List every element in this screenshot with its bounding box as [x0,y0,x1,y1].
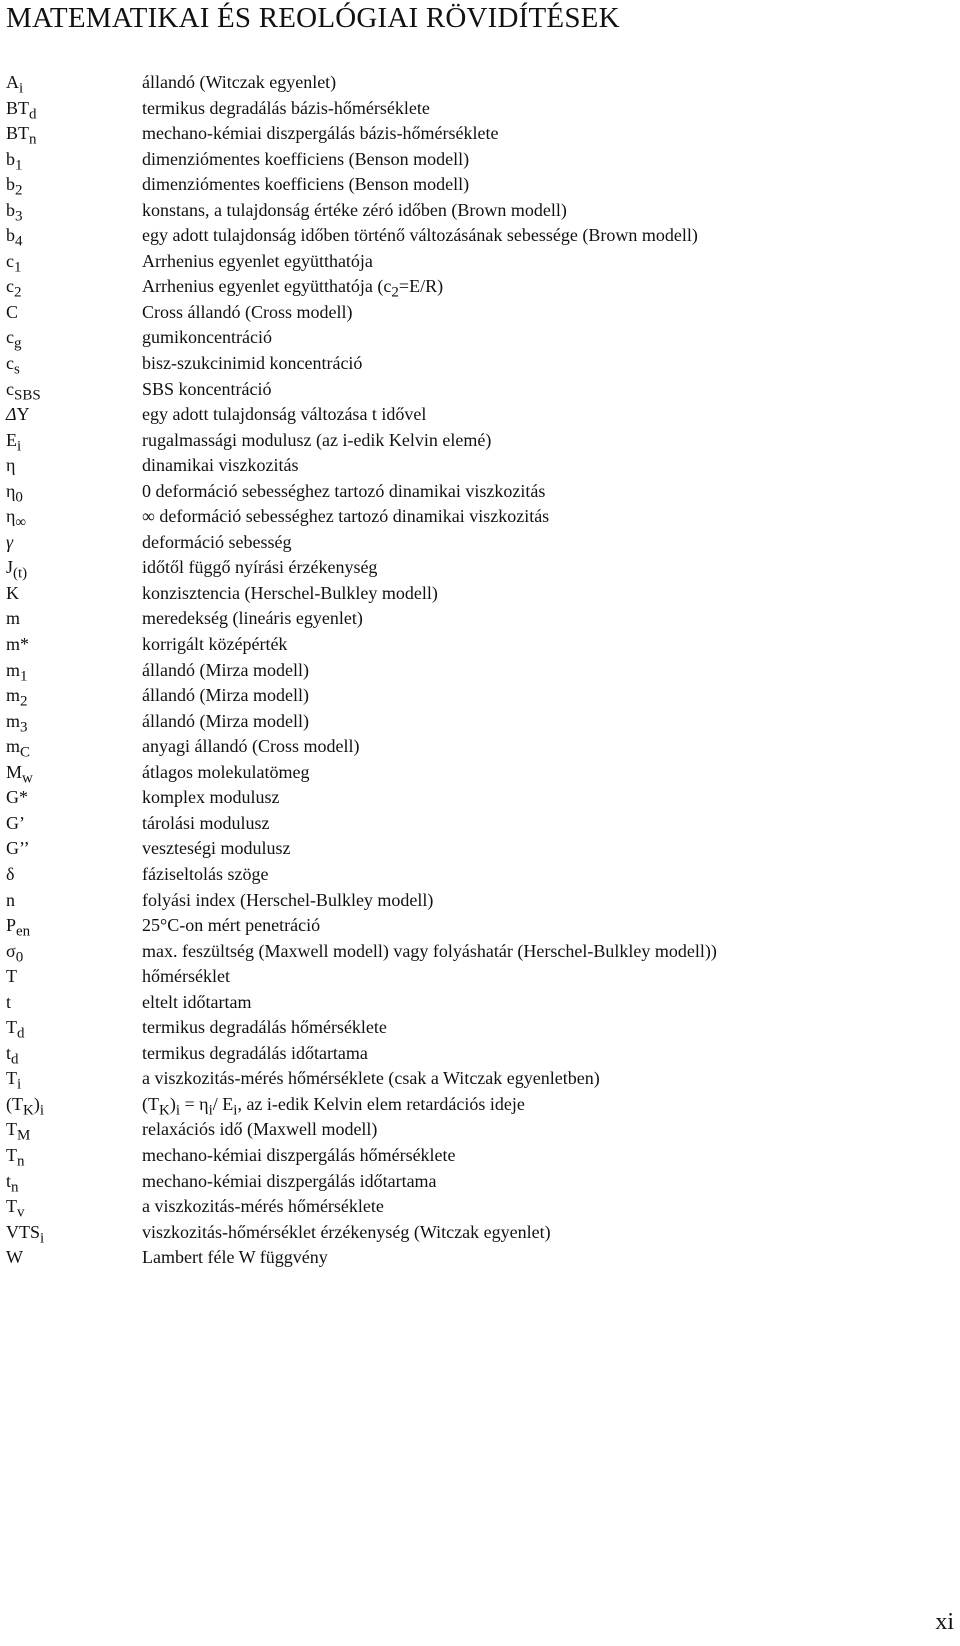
abbreviation-description: ∞ deformáció sebességhez tartozó dinamikai viszkozitás [142,506,550,527]
abbreviation-row [6,581,946,607]
abbreviation-symbol: $A_i$ [6,72,24,97]
abbreviation-symbol: G* [6,787,28,808]
abbreviation-description: eltelt időtartam [142,991,252,1012]
abbreviation-symbol: K [6,582,19,603]
abbreviation-symbol: $BT_n$ [6,123,37,148]
abbreviation-symbol: $b_4$ [6,225,23,250]
abbreviation-row [6,1015,946,1041]
abbreviation-symbol: $E_i$ [6,429,22,455]
abbreviation-description: gumikoncentráció [142,327,272,348]
abbreviation-description: komplex modulusz [142,787,280,808]
abbreviation-row [6,300,946,326]
abbreviation-row [6,555,946,581]
abbreviation-row [6,1194,946,1220]
abbreviation-description: mechano-kémiai diszpergálás időtartama [142,1170,437,1191]
abbreviation-row [6,70,946,96]
abbreviation-description: rugalmassági modulusz (az i-edik Kelvin elemé) [142,429,492,450]
abbreviation-symbol: $P_{en}$ [6,915,31,940]
abbreviation-description: állandó (Mirza modell) [142,685,309,706]
abbreviation-symbol: C [6,301,19,322]
abbreviation-row [6,96,946,122]
abbreviation-symbol: η [6,455,16,476]
abbreviation-description: átlagos molekulatömeg [142,761,310,782]
abbreviation-row [6,964,946,990]
abbreviation-row [6,734,946,760]
abbreviation-description: fáziseltolás szöge [142,863,269,884]
abbreviation-symbol: m* [6,634,30,655]
abbreviation-row [6,836,946,862]
abbreviation-row [6,198,946,224]
abbreviation-symbol: $T_i$ [6,1068,22,1093]
abbreviation-row [6,453,946,479]
page-number: xi [935,1609,954,1635]
abbreviation-symbol: $\eta_0$ [6,480,23,506]
abbreviation-description: $(T_K)_i = \eta_i/$ $E_i$, az i-edik Kelvin elem retardációs ideje [142,1093,525,1119]
abbreviation-symbol: G’’ [6,838,30,859]
abbreviation-description: viszkozitás-hőmérséklet érzékenység (Witczak egyenlet) [142,1221,551,1242]
abbreviation-row [6,760,946,786]
abbreviation-symbol: $J_{(t)}$ [6,557,28,582]
abbreviation-symbol: γ [6,531,14,552]
abbreviation-symbol: $b_1$ [6,148,23,174]
abbreviation-symbol: $(T_K)_i$ [6,1093,45,1119]
abbreviation-row [6,683,946,709]
abbreviation-description: Lambert féle W függvény [142,1247,328,1268]
abbreviation-description: termikus degradálás időtartama [142,1042,368,1063]
abbreviation-description: Arrhenius egyenlet együtthatója $(c_2=E/R)$ [142,276,444,301]
abbreviation-row [6,147,946,173]
abbreviation-row [6,606,946,632]
abbreviation-symbol: $T_v$ [6,1196,25,1221]
abbreviation-symbol: $c_s$ [6,353,20,378]
abbreviation-row [6,274,946,300]
abbreviation-row [6,1220,946,1246]
abbreviation-description: egy adott tulajdonság időben történő változásának sebessége (Brown modell) [142,225,698,246]
abbreviation-description: konzisztencia (Herschel-Bulkley modell) [142,582,438,603]
abbreviation-row [6,709,946,735]
abbreviation-row [6,351,946,377]
abbreviation-description: veszteségi modulusz [142,838,291,859]
abbreviation-row [6,479,946,505]
abbreviation-description: anyagi állandó (Cross modell) [142,736,360,757]
abbreviation-symbol: $c_g$ [6,327,22,353]
abbreviation-symbol: $\eta_\infty$ [6,506,27,531]
abbreviation-symbol: n [6,889,15,910]
abbreviation-description: egy adott tulajdonság változása t idővel [142,404,427,425]
abbreviation-row [6,811,946,837]
abbreviation-description: bisz-szukcinimid koncentráció [142,353,363,374]
abbreviation-row [6,325,946,351]
abbreviation-list [6,70,946,1271]
abbreviation-row [6,1245,946,1271]
abbreviation-row [6,223,946,249]
abbreviation-row [6,888,946,914]
abbreviation-description: deformáció sebesség [142,531,292,552]
abbreviation-description: hőmérséklet [142,966,230,987]
abbreviation-description: folyási index (Herschel-Bulkley modell) [142,889,434,910]
abbreviation-symbol: $m_2$ [6,685,28,710]
abbreviation-symbol: δ [6,863,15,884]
abbreviation-symbol: t [6,991,12,1012]
abbreviation-symbol: ΔY [6,404,30,425]
abbreviation-description: meredekség (lineáris egyenlet) [142,608,363,629]
abbreviation-symbol: $T_n$ [6,1144,25,1170]
abbreviation-symbol: $m_C$ [6,736,31,761]
abbreviation-row [6,121,946,147]
abbreviation-row [6,1143,946,1169]
abbreviation-symbol: $m_1$ [6,659,28,685]
abbreviation-description: a viszkozitás-mérés hőmérséklete (csak a Witczak egyenletben) [142,1068,600,1089]
abbreviation-row [6,1169,946,1195]
abbreviation-symbol: $T_M$ [6,1119,31,1145]
abbreviation-description: 0 deformáció sebességhez tartozó dinamikai viszkozitás [142,480,546,501]
abbreviation-description: termikus degradálás bázis-hőmérséklete [142,97,430,118]
abbreviation-description: a viszkozitás-mérés hőmérséklete [142,1196,384,1217]
abbreviation-description: SBS koncentráció [142,378,272,399]
abbreviation-description: időtől függő nyírási érzékenység [142,557,378,578]
abbreviation-symbol: $c_1$ [6,250,22,276]
page-title: MATEMATIKAI ÉS REOLÓGIAI RÖVIDÍTÉSEK [6,2,620,34]
abbreviation-description: Arrhenius egyenlet együtthatója [142,250,373,271]
abbreviation-description: termikus degradálás hőmérséklete [142,1017,387,1038]
abbreviation-row [6,913,946,939]
abbreviation-description: mechano-kémiai diszpergálás hőmérséklete [142,1144,456,1165]
abbreviation-description: korrigált középérték [142,634,288,655]
abbreviation-description: mechano-kémiai diszpergálás bázis-hőmérséklete [142,123,499,144]
abbreviation-row [6,862,946,888]
abbreviation-description: Cross állandó (Cross modell) [142,301,353,322]
abbreviation-symbol: m [6,608,21,629]
abbreviation-row [6,658,946,684]
abbreviation-row [6,402,946,428]
abbreviation-row [6,939,946,965]
abbreviation-symbol: T [6,966,17,987]
abbreviation-description: dimenziómentes koefficiens (Benson modell) [142,174,470,195]
abbreviation-symbol: $c_2$ [6,276,22,301]
abbreviation-description: állandó (Mirza modell) [142,710,309,731]
abbreviation-description: 25°C-on mért penetráció [142,915,321,936]
abbreviation-symbol: $t_n$ [6,1170,19,1196]
abbreviation-description: dimenziómentes koefficiens (Benson modell) [142,148,470,169]
abbreviation-row [6,785,946,811]
abbreviation-row [6,990,946,1016]
abbreviation-symbol: $t_d$ [6,1042,19,1068]
abbreviation-row [6,1092,946,1118]
abbreviation-symbol: $m_3$ [6,710,28,736]
abbreviation-symbol: $M_w$ [6,761,33,787]
abbreviation-row [6,428,946,454]
abbreviation-row [6,530,946,556]
abbreviation-description: konstans, a tulajdonság értéke zéró időben (Brown modell) [142,199,567,220]
abbreviation-description: állandó (Mirza modell) [142,659,309,680]
abbreviation-symbol: $VTS_i$ [6,1221,45,1247]
abbreviation-row [6,1066,946,1092]
abbreviation-symbol: $b_2$ [6,174,23,199]
abbreviation-description: tárolási modulusz [142,812,270,833]
abbreviation-row [6,632,946,658]
abbreviation-symbol: $\sigma_0$ [6,940,24,966]
abbreviation-row [6,377,946,403]
abbreviation-row [6,504,946,530]
abbreviation-description: max. feszültség (Maxwell modell) vagy folyáshatár (Herschel-Bulkley modell)) [142,940,717,961]
abbreviation-symbol: $BT_d$ [6,97,37,123]
abbreviation-symbol: $T_d$ [6,1017,25,1042]
abbreviation-description: állandó (Witczak egyenlet) [142,72,337,92]
abbreviation-row [6,1041,946,1067]
abbreviation-description: relaxációs idő (Maxwell modell) [142,1119,378,1140]
abbreviation-symbol: W [6,1247,23,1268]
abbreviation-row [6,172,946,198]
abbreviation-symbol: G’ [6,812,25,833]
abbreviation-symbol: $c_{SBS}$ [6,378,41,404]
abbreviation-description: dinamikai viszkozitás [142,455,299,476]
abbreviation-row [6,249,946,275]
abbreviation-symbol: $b_3$ [6,199,23,225]
